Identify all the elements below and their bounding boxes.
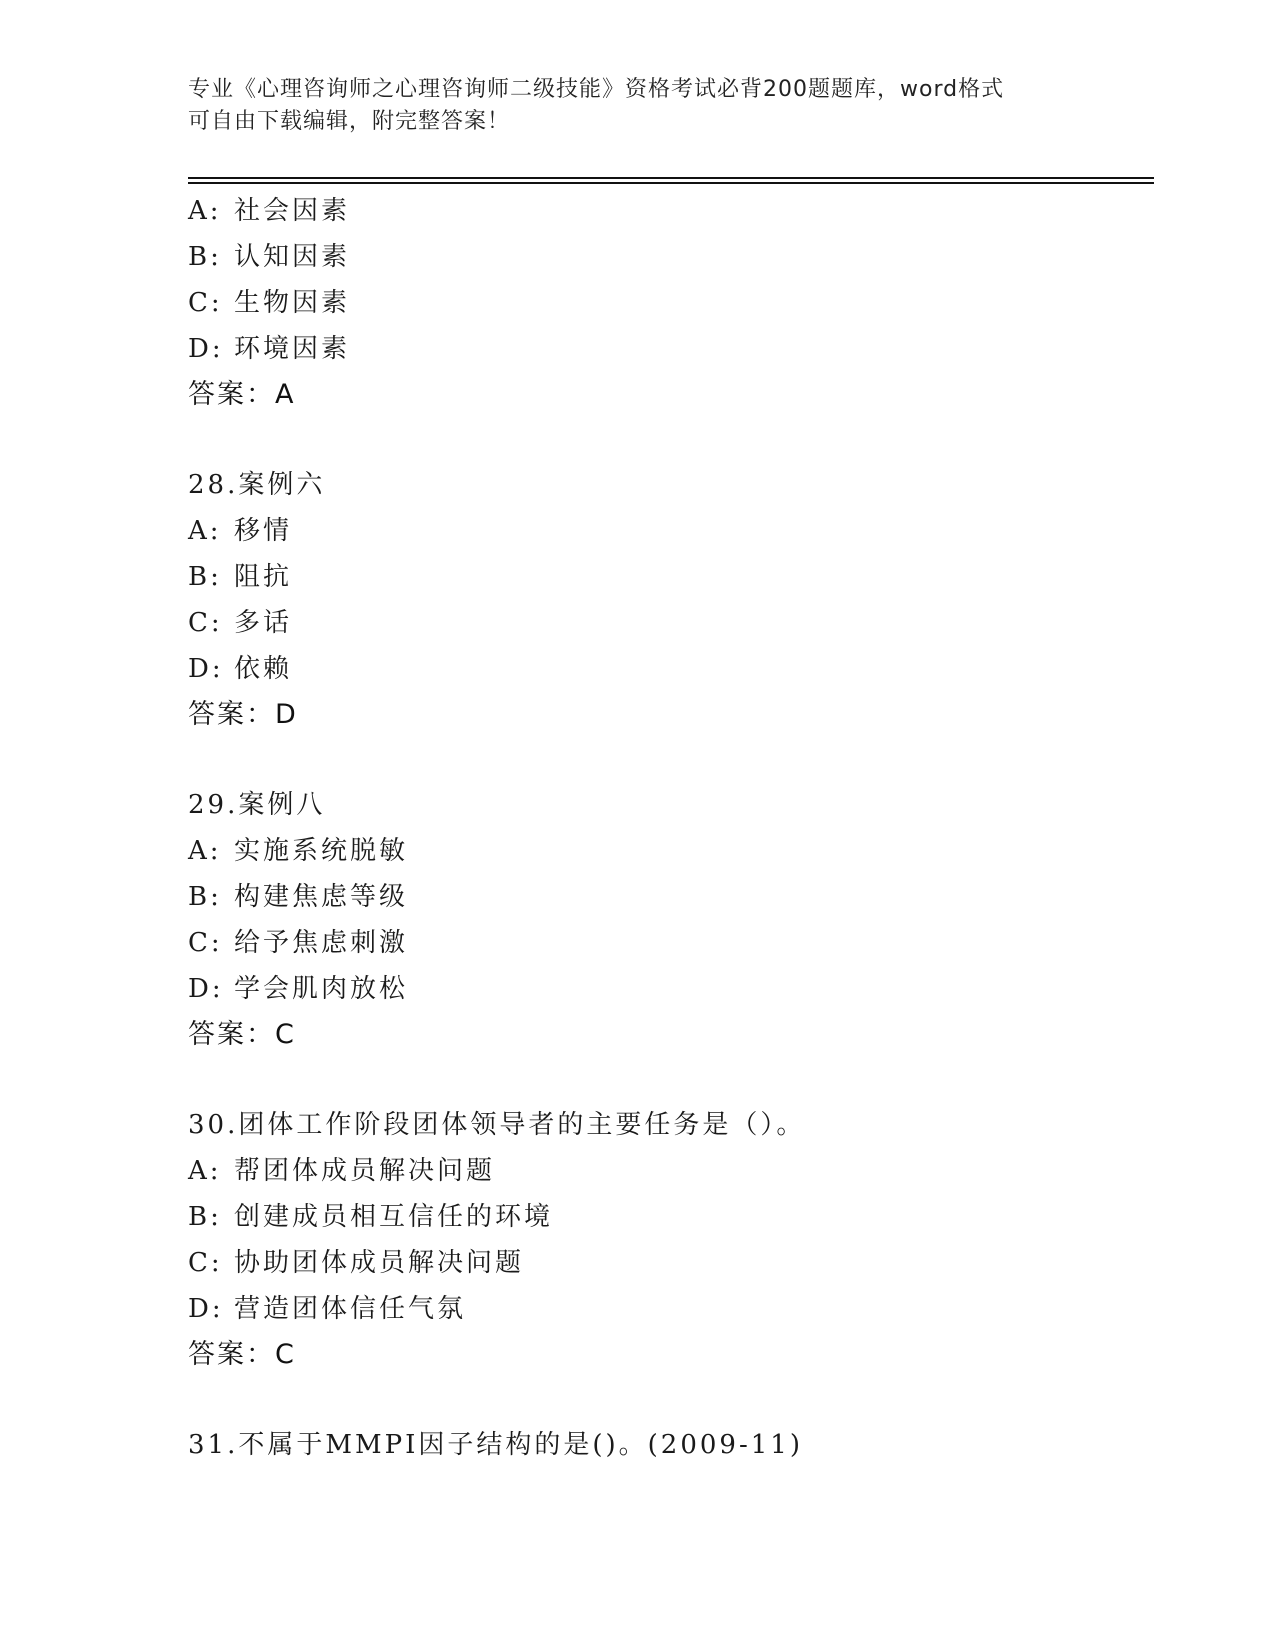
option-text: 创建成员相互信任的环境 [234, 1202, 554, 1232]
question-29 [188, 782, 1148, 1058]
header-divider-bottom [188, 182, 1154, 184]
option-c [188, 920, 1148, 966]
header-divider-top [188, 177, 1154, 179]
question-31 [188, 1422, 1148, 1468]
option-c [188, 600, 1148, 646]
option-b [188, 1194, 1148, 1240]
option-d [188, 646, 1148, 692]
option-key: A: [188, 836, 222, 866]
option-text: 构建焦虑等级 [234, 882, 409, 912]
option-c [188, 1240, 1148, 1286]
document-header [188, 74, 1088, 138]
question-title: 29.案例八 [188, 790, 326, 820]
option-text: 多话 [234, 608, 293, 638]
question-30 [188, 1102, 1148, 1378]
question-28 [188, 462, 1148, 738]
option-text: 帮团体成员解决问题 [234, 1156, 496, 1186]
answer-line: 答案：C [188, 1339, 296, 1370]
option-key: B: [188, 242, 222, 272]
answer-line: 答案：C [188, 1019, 296, 1050]
option-key: B: [188, 562, 222, 592]
option-key: D: [188, 654, 224, 684]
option-text: 阻抗 [234, 562, 293, 592]
header-line-2: 可自由下载编辑，附完整答案！ [188, 109, 511, 134]
question-27-continued [188, 188, 1148, 418]
option-key: D: [188, 974, 224, 1004]
option-d [188, 326, 1148, 372]
option-key: C: [188, 1248, 223, 1278]
option-a [188, 1148, 1148, 1194]
option-a [188, 828, 1148, 874]
option-key: C: [188, 928, 223, 958]
option-key: C: [188, 288, 223, 318]
option-text: 依赖 [234, 654, 293, 684]
option-text: 社会因素 [234, 196, 351, 226]
option-b [188, 554, 1148, 600]
option-d [188, 1286, 1148, 1332]
option-text: 协助团体成员解决问题 [234, 1248, 525, 1278]
header-line-1: 专业《心理咨询师之心理咨询师二级技能》资格考试必背200题题库，word格式 [188, 77, 1005, 102]
option-key: A: [188, 516, 222, 546]
option-key: B: [188, 882, 222, 912]
question-title: 28.案例六 [188, 470, 326, 500]
option-key: B: [188, 1202, 222, 1232]
option-key: A: [188, 196, 222, 226]
option-d [188, 966, 1148, 1012]
option-text: 学会肌肉放松 [234, 974, 409, 1004]
option-text: 认知因素 [234, 242, 351, 272]
option-b [188, 234, 1148, 280]
option-text: 移情 [234, 516, 293, 546]
option-key: C: [188, 608, 223, 638]
question-title: 31.不属于MMPI因子结构的是()。(2009-11) [188, 1430, 803, 1460]
option-text: 给予焦虑刺激 [234, 928, 409, 958]
option-key: D: [188, 334, 224, 364]
question-title: 30.团体工作阶段团体领导者的主要任务是（）。 [188, 1110, 806, 1140]
option-a [188, 508, 1148, 554]
answer-line: 答案：A [188, 379, 296, 410]
option-text: 营造团体信任气氛 [234, 1294, 467, 1324]
option-b [188, 874, 1148, 920]
option-text: 实施系统脱敏 [234, 836, 409, 866]
option-a [188, 188, 1148, 234]
option-text: 环境因素 [234, 334, 351, 364]
option-key: D: [188, 1294, 224, 1324]
answer-line: 答案：D [188, 699, 298, 730]
option-text: 生物因素 [234, 288, 351, 318]
option-c [188, 280, 1148, 326]
question-list [188, 188, 1148, 1512]
option-key: A: [188, 1156, 222, 1186]
